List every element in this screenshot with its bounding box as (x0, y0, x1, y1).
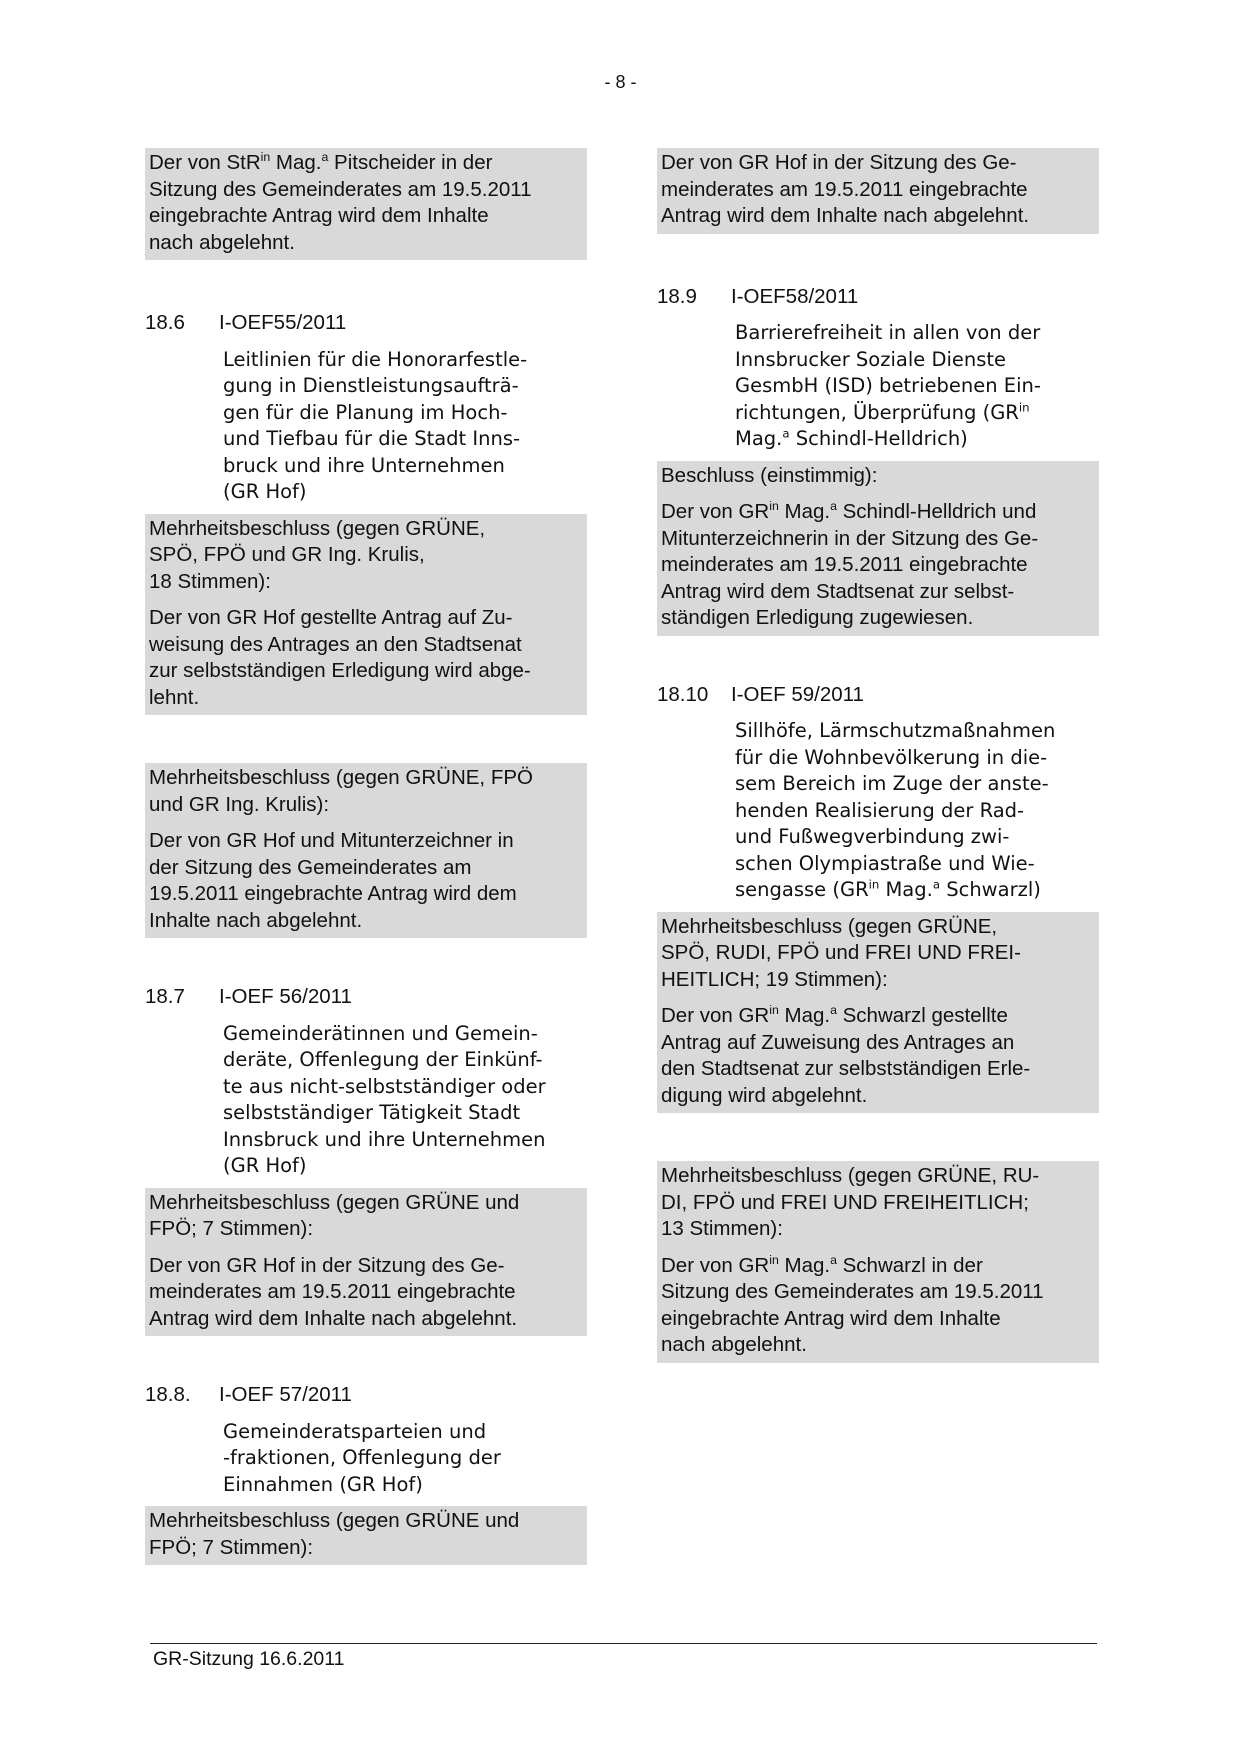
footer-divider (150, 1643, 1097, 1644)
agenda-item-18-10 (657, 682, 1099, 1114)
agenda-item-18-8 (145, 1382, 587, 1565)
item-number: 18.6 (145, 311, 185, 334)
item-number: 18.8. (145, 1383, 191, 1406)
decision-box-prev-item (657, 148, 1099, 234)
decision-heading: Beschluss (einstimmig): (661, 463, 878, 487)
item-code: I-OEF 59/2011 (731, 682, 864, 706)
item-title: Barrierefreiheit in allen von der Innsbrucker Soziale Dienste GesmbH (ISD) betriebenen Ein- richtungen, Überprüfung ($GR^{in}$ Mag.$^a$ Schindl-Helldrich) (735, 321, 1041, 450)
item-code: I-OEF 57/2011 (219, 1383, 352, 1406)
resolution-text: Der von $GR^{in}$ Mag.$^a$ Schwarzl in der Sitzung des Gemeinderates am 19.5.2011 eingebrachte Antrag wird dem Inhalte nach abgelehnt. (661, 1252, 1044, 1356)
item-title: Gemeinderätinnen und Gemein- deräte, Offenlegung der Einkünf- te aus nicht-selbstständiger oder selbstständiger Tätigkeit Stadt Innsbruck und ihre Unternehmen (GR Hof) (223, 1021, 546, 1177)
resolution-text: Der von $GR^{in}$ Mag.$^a$ Schindl-Helldrich und Mitunterzeichnerin in der Sitzung des Ge- meinderates am 19.5.2011 eingebrachte Antrag wird dem Stadtsenat zur selbst- ständigen Erledigung zugewiesen. (661, 499, 1039, 629)
item-code: I-OEF 56/2011 (219, 985, 352, 1008)
page-number: - 8 - (604, 72, 637, 92)
decision-heading: Mehrheitsbeschluss (gegen GRÜNE, FPÖ und GR Ing. Krulis): (149, 766, 533, 816)
decision-heading: Mehrheitsbeschluss (gegen GRÜNE und FPÖ; 7 Stimmen): (149, 1509, 520, 1559)
left-column (145, 148, 587, 1565)
decision-heading: Mehrheitsbeschluss (gegen GRÜNE und FPÖ; 7 Stimmen): (149, 1190, 520, 1240)
decision-box (657, 461, 1099, 636)
decision-box (145, 1506, 587, 1565)
decision-box-second (145, 763, 587, 938)
resolution-text: Der von $GR^{in}$ Mag.$^a$ Schwarzl gestellte Antrag auf Zuweisung des Antrages an den Stadtsenat zur selbstständigen Erle- digung wird abgelehnt. (661, 1003, 1031, 1107)
decision-heading: Mehrheitsbeschluss (gegen GRÜNE, RU- DI, FPÖ und FREI UND FREIHEITLICH; 13 Stimmen): (661, 1164, 1040, 1240)
item-number: 18.7 (145, 985, 185, 1008)
resolution-text: Der von GR Hof in der Sitzung des Ge- meinderates am 19.5.2011 eingebrachte Antrag wird dem Inhalte nach abgelehnt. (149, 1253, 518, 1330)
decision-box (145, 514, 587, 716)
item-code: I-OEF58/2011 (731, 284, 859, 308)
decision-box-prev-item (145, 148, 587, 260)
decision-box-second (657, 1161, 1099, 1363)
footer-session-date: GR-Sitzung 16.6.2011 (153, 1648, 345, 1670)
item-number: 18.10 (657, 682, 709, 706)
item-number: 18.9 (657, 284, 697, 308)
decision-box (145, 1188, 587, 1337)
item-code: I-OEF55/2011 (219, 311, 347, 334)
resolution-text: Der von GR Hof und Mitunterzeichner in der Sitzung des Gemeinderates am 19.5.2011 eingebrachte Antrag wird dem Inhalte nach abgelehnt. (149, 829, 517, 932)
resolution-text: Der von GR Hof gestellte Antrag auf Zu- weisung des Antrages an den Stadtsenat zur selbstständigen Erledigung wird abge- lehnt. (149, 606, 531, 709)
resolution-text: Der von StR$^{in}$ Mag.$^a$ Pitscheider in der Sitzung des Gemeinderates am 19.5.2011 eingebrachte Antrag wird dem Inhalte nach abgelehnt. (149, 150, 532, 254)
agenda-item-18-7 (145, 984, 587, 1336)
item-title: Gemeinderatsparteien und -fraktionen, Offenlegung der Einnahmen (GR Hof) (223, 1419, 501, 1496)
item-title: Sillhöfe, Lärmschutzmaßnahmen für die Wohnbevölkerung in die- sem Bereich im Zuge der anste- henden Realisierung der Rad- und Fußwegverbindung zwi- schen Olympiastraße und Wie- sengasse ($GR^{in}$ Mag.$^a$ Schwarzl) (735, 719, 1056, 901)
agenda-item-18-9 (657, 284, 1099, 636)
resolution-text: Der von GR Hof in der Sitzung des Ge- meinderates am 19.5.2011 eingebrachte Antrag wird dem Inhalte nach abgelehnt. (661, 151, 1030, 227)
decision-heading: Mehrheitsbeschluss (gegen GRÜNE, SPÖ, FPÖ und GR Ing. Krulis, 18 Stimmen): (149, 516, 486, 593)
item-title: Leitlinien für die Honorarfestle- gung in Dienstleistungsaufträ- gen für die Planung im Hoch- und Tiefbau für die Stadt Inns- bruck und ihre Unternehmen (GR Hof) (223, 347, 528, 503)
decision-box (657, 912, 1099, 1114)
decision-heading: Mehrheitsbeschluss (gegen GRÜNE, SPÖ, RUDI, FPÖ und FREI UND FREI- HEITLICH; 19 Stimmen): (661, 914, 1021, 991)
agenda-item-18-6 (145, 310, 587, 715)
right-column (657, 148, 1099, 1363)
